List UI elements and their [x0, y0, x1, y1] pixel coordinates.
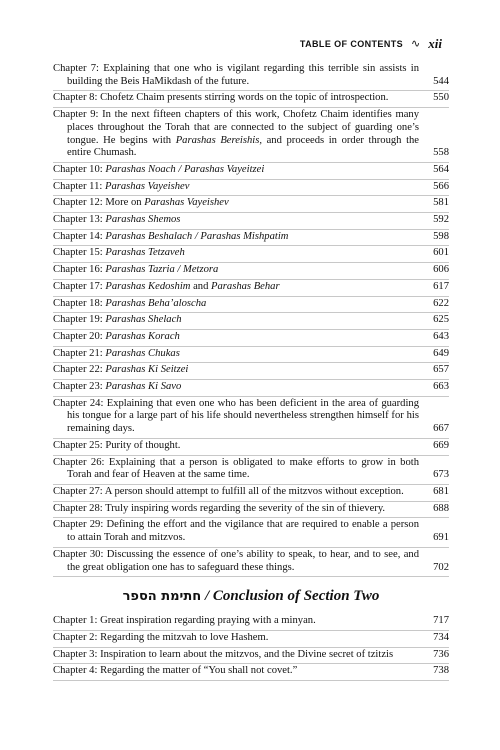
parasha-name: Parashas Vayeishev: [104, 180, 190, 192]
entry-text-run: Chapter 25: Purity of thought.: [53, 439, 181, 451]
toc-entry-page: 581: [433, 197, 449, 209]
toc-entry-title: [53, 381, 419, 394]
parasha-name: Parashas Tazria / Metzora: [105, 264, 219, 276]
toc-entry-title: [53, 247, 419, 260]
toc-entry-title: [53, 164, 419, 177]
parasha-name: Parashas Kedoshim: [105, 280, 191, 292]
entry-text-run: Chapter 29: Defining the effort and the vigilance that are required to enable a person to attain Torah and mitzvos.: [53, 519, 419, 544]
entry-text-run: Chapter 19:: [53, 314, 106, 326]
entry-text-run: Chapter 16:: [53, 264, 106, 276]
toc-entry: [53, 196, 449, 213]
toc-entry: [53, 439, 449, 456]
toc-entry: [53, 456, 449, 485]
toc-entry-title: [53, 281, 419, 294]
parasha-name: Parashas Ki Savo: [105, 381, 182, 393]
toc-entry: [53, 62, 449, 91]
toc-entry: [53, 518, 449, 547]
entry-text-run: Chapter 7: Explaining that one who is vigilant regarding this terrible sin assists in building the Beis HaMikdash of the future.: [53, 63, 419, 87]
toc-entry-page: 738: [433, 665, 449, 677]
toc-entry-title: [53, 440, 419, 453]
entry-text-run: Chapter 17:: [53, 280, 106, 292]
entry-text-run: Chapter 22:: [53, 364, 106, 376]
toc-entry-title: [53, 109, 419, 160]
entry-text-run: Chapter 10:: [53, 163, 106, 175]
toc-entry-page: 592: [433, 214, 449, 226]
running-header: [300, 36, 442, 52]
toc-entry-title: [53, 197, 419, 210]
entry-text-run: Chapter 27: A person should attempt to fulfill all of the mitzvos without exception.: [53, 485, 404, 497]
toc-entry: [53, 397, 449, 439]
toc-entry: [53, 485, 449, 502]
toc-entry-page: 663: [433, 381, 449, 393]
toc-entry-title: [53, 214, 419, 227]
toc-entry-page: 617: [433, 280, 449, 292]
entry-text-run: Chapter 26: Explaining that a person is obligated to make efforts to grow in both Torah and fear of Heaven at the same time.: [53, 456, 419, 481]
parasha-name: Parashas Korach: [105, 330, 180, 342]
section-two-list: [53, 614, 449, 681]
ornament-icon: ∿: [411, 37, 421, 50]
toc-entry-page: 598: [433, 230, 449, 242]
entry-text-run: Chapter 11:: [53, 180, 105, 192]
toc-entry: [53, 280, 449, 297]
entry-text-run: Chapter 1: Great inspiration regarding praying with a minyan.: [53, 615, 316, 627]
toc-entry-title: [53, 348, 419, 361]
toc-entry-page: 601: [433, 247, 449, 259]
toc-entry: [53, 230, 449, 247]
toc-entry: [53, 108, 449, 163]
entry-text-run: Chapter 24: Explaining that even one who has been deficient in the area of guarding his tongue for a large part of his life should nevertheless strengthen himself for his remaining days.: [53, 397, 419, 435]
toc-entry-page: 669: [433, 439, 449, 451]
toc-entry-title: [53, 503, 419, 516]
toc-entry: [53, 313, 449, 330]
toc-entry: [53, 380, 449, 397]
parasha-name: Parashas Behar: [211, 280, 280, 292]
toc-entry-page: 667: [433, 423, 449, 435]
toc-entry-page: 691: [433, 532, 449, 544]
toc-entry-title: [53, 331, 419, 344]
toc-entry: [53, 648, 449, 665]
toc-entry-title: [53, 398, 419, 436]
toc-entry-page: 622: [433, 297, 449, 309]
toc-entry: [53, 297, 449, 314]
toc-entry-title: [53, 314, 419, 327]
section-one-list: [53, 62, 449, 577]
toc-entry-title: [53, 486, 419, 499]
parasha-name: Parashas Vayeishev: [144, 197, 229, 209]
entry-text-run: Chapter 21:: [53, 347, 106, 359]
toc-entry: [53, 213, 449, 230]
toc-entry-page: 657: [433, 364, 449, 376]
entry-text-run: Chapter 23:: [53, 381, 106, 393]
entry-text-run: Chapter 28: Truly inspiring words regarding the severity of the sin of thievery.: [53, 502, 386, 514]
toc-entry: [53, 91, 449, 108]
toc-entry-title: [53, 92, 419, 105]
toc-entry-page: 734: [433, 631, 449, 643]
section-heading-hebrew: חתימת הספר: [122, 589, 202, 605]
toc-entry-page: 544: [433, 75, 449, 87]
toc-entry-page: 736: [433, 648, 449, 660]
section-heading-english: / Conclusion of Section Two: [201, 588, 380, 605]
entry-text-run: Chapter 2: Regarding the mitzvah to love Hashem.: [53, 631, 269, 643]
toc-entry-title: [53, 364, 419, 377]
parasha-name: Parashas Chukas: [105, 347, 180, 359]
toc-entry-page: 566: [433, 180, 449, 192]
toc-entry-title: [53, 665, 419, 678]
entry-text-run: Chapter 18:: [53, 297, 106, 309]
toc-entry-title: [53, 632, 419, 645]
parasha-name: Parashas Beha’aloscha: [105, 297, 207, 309]
toc-entry-page: 564: [433, 163, 449, 175]
toc-entry-title: [53, 649, 419, 662]
toc-entry-title: [53, 298, 419, 311]
toc-entry-title: [53, 519, 419, 544]
entry-text-run: Chapter 8: Chofetz Chaim presents stirring words on the topic of introspection.: [53, 92, 389, 104]
toc-entry-title: [53, 264, 419, 277]
parasha-name: Parashas Tetzaveh: [105, 247, 185, 259]
toc-entry: [53, 330, 449, 347]
toc-entry: [53, 502, 449, 519]
toc-entry: [53, 548, 449, 577]
entry-text-run: Chapter 30: Discussing the essence of one’s ability to speak, to hear, and to see, and the great obligation one has to safeguard these things.: [53, 548, 419, 573]
page-number: xii: [428, 36, 442, 51]
entry-text-run: and: [190, 280, 212, 292]
toc-entry-page: 625: [433, 314, 449, 326]
toc-entry: [53, 163, 449, 180]
toc-entry-title: [53, 457, 419, 482]
toc-entry-title: [53, 615, 419, 628]
running-title: TABLE OF CONTENTS: [299, 39, 404, 49]
parasha-name: Parashas Beshalach / Parashas Mishpatim: [105, 230, 289, 242]
toc-entry-title: [53, 63, 419, 88]
toc-entry-page: 673: [433, 469, 449, 481]
entry-text-run: Chapter 13:: [53, 214, 106, 226]
toc-entry: [53, 347, 449, 364]
section-heading: [53, 588, 449, 605]
parasha-name: Parashas Noach / Parashas Vayeitzei: [105, 163, 265, 175]
toc-entry: [53, 263, 449, 280]
toc-entry: [53, 631, 449, 648]
entry-text-run: Chapter 14:: [53, 230, 106, 242]
toc-entry-title: [53, 181, 419, 194]
toc-entry-page: 606: [433, 264, 449, 276]
toc-entry-page: 550: [433, 92, 449, 104]
toc-entry: [53, 363, 449, 380]
entry-text-run: Chapter 9: In the next fifteen chapters of this work, Chofetz Chaim identifies many places throughout the Torah that are connected to the subject of guarding one’s tongue. He begins with: [53, 109, 419, 146]
entry-text-run: and proceeds in order through the entire Chumash.: [67, 134, 420, 159]
entry-text-run: Chapter 3: Inspiration to learn about the mitzvos, and the Divine secret of tzitzis: [53, 648, 394, 660]
toc-entry-page: 649: [433, 347, 449, 359]
toc-entry-title: [53, 549, 419, 574]
parasha-name: Parashas Ki Seitzei: [105, 364, 189, 376]
toc-entry-page: 558: [433, 147, 449, 159]
toc-entry-page: 643: [433, 330, 449, 342]
entry-text-run: Chapter 4: Regarding the matter of “You shall not covet.”: [53, 665, 298, 677]
entry-text-run: Chapter 12: More on: [53, 197, 145, 209]
toc-entry: [53, 664, 449, 681]
toc-entry-page: 717: [433, 615, 449, 627]
parasha-name: Parashas Bereishis,: [175, 134, 263, 146]
toc-entry-page: 702: [433, 561, 449, 573]
toc-entry: [53, 246, 449, 263]
parasha-name: Parashas Shelach: [105, 314, 182, 326]
toc-entry-page: 688: [433, 502, 449, 514]
parasha-name: Parashas Shemos: [105, 214, 181, 226]
entry-text-run: Chapter 15:: [53, 247, 106, 259]
toc-entry: [53, 614, 449, 631]
toc-entry: [53, 180, 449, 197]
toc-entry-page: 681: [433, 485, 449, 497]
table-of-contents: [53, 62, 449, 681]
toc-entry-title: [53, 231, 419, 244]
entry-text-run: Chapter 20:: [53, 330, 106, 342]
